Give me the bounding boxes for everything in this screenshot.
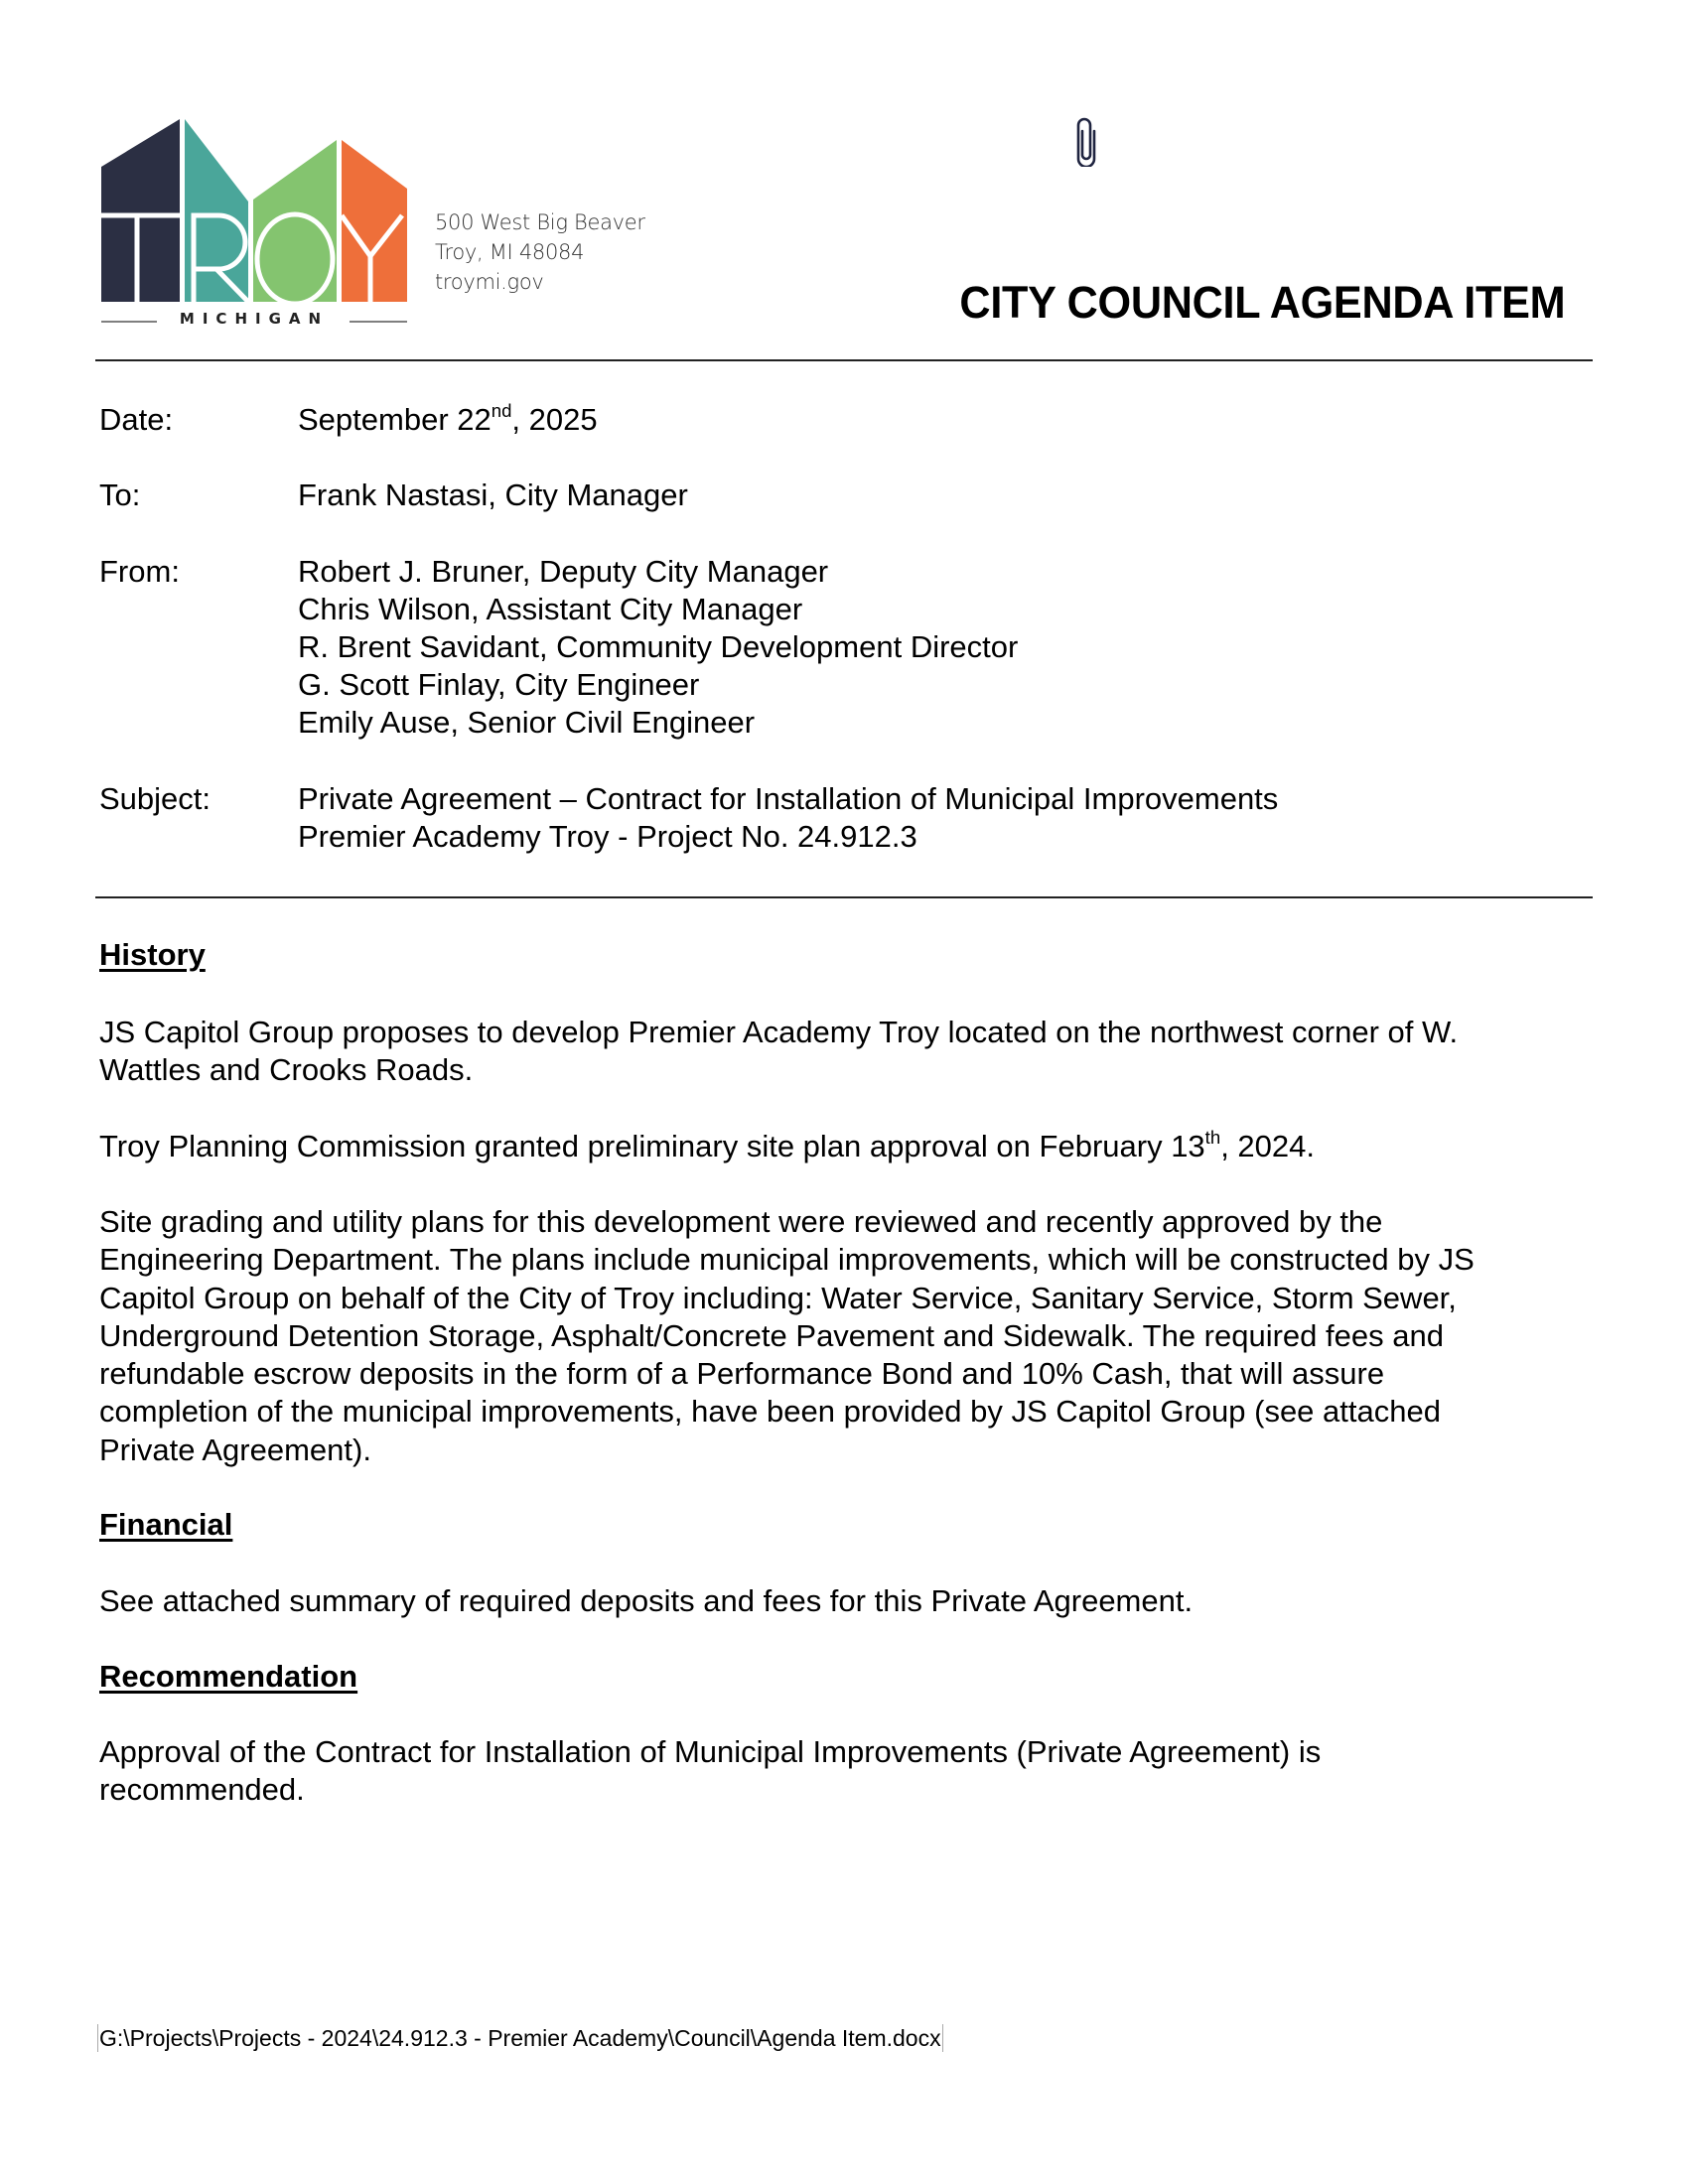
logo-state-label: MICHIGAN: [179, 310, 330, 328]
subject-line: Private Agreement – Contract for Installation of Municipal Improvements: [298, 781, 1279, 816]
text-line: completion of the municipal improvements, have been provided by JS Capitol Group (see attached: [99, 1394, 1441, 1430]
from-person: G. Scott Finlay, City Engineer: [298, 667, 700, 702]
header-divider-top: [95, 359, 1593, 361]
text-line: Approval of the Contract for Installation of Municipal Improvements (Private Agreement) is: [99, 1734, 1322, 1769]
text-line: Troy Planning Commission granted preliminary site plan approval on February 13th, 2024.: [99, 1126, 1315, 1163]
text-line: Wattles and Crooks Roads.: [99, 1052, 474, 1088]
from-values: [298, 553, 1018, 742]
text-line: See attached summary of required deposits and fees for this Private Agreement.: [99, 1583, 1194, 1618]
paperclip-icon[interactable]: [1076, 117, 1096, 167]
header-divider-bottom: [95, 896, 1593, 898]
history-paragraph-2: [99, 1128, 1609, 1165]
troy-michigan-logo: [99, 117, 409, 331]
from-label: From:: [99, 554, 180, 589]
to-value: Frank Nastasi, City Manager: [298, 478, 688, 512]
address-website: troymi.gov: [435, 270, 544, 294]
subject-values: [298, 780, 1278, 856]
text-line: Site grading and utility plans for this development were reviewed and recently approved by the: [99, 1204, 1383, 1239]
text-line: Engineering Department. The plans include municipal improvements, which will be constructed by JS: [99, 1242, 1475, 1278]
from-person: R. Brent Savidant, Community Development Director: [298, 629, 1019, 664]
address-city: Troy, MI 48084: [435, 240, 585, 264]
text-line: refundable escrow deposits in the form of a Performance Bond and 10% Cash, that will assure: [99, 1356, 1385, 1392]
document-title: CITY COUNCIL AGENDA ITEM: [959, 277, 1565, 328]
from-person: Robert J. Bruner, Deputy City Manager: [298, 554, 829, 589]
text-line: Private Agreement).: [99, 1432, 371, 1467]
date-value: September 22nd, 2025: [298, 399, 598, 437]
address-street: 500 West Big Beaver: [435, 210, 645, 234]
history-heading: History: [99, 937, 206, 972]
text-line: recommended.: [99, 1772, 305, 1808]
text-line: JS Capitol Group proposes to develop Premier Academy Troy located on the northwest corner of W.: [99, 1015, 1459, 1049]
date-label: Date:: [99, 402, 174, 437]
text-line: Underground Detention Storage, Asphalt/Concrete Pavement and Sidewalk. The required fees and: [99, 1317, 1444, 1353]
history-paragraph-1: [99, 1014, 1609, 1090]
city-address: [435, 207, 645, 297]
text-line: Capitol Group on behalf of the City of Troy including: Water Service, Sanitary Service, Storm Sewer,: [99, 1280, 1457, 1315]
from-person: Emily Ause, Senior Civil Engineer: [298, 705, 756, 740]
recommendation-paragraph: [99, 1733, 1609, 1810]
subject-line: Premier Academy Troy - Project No. 24.912.3: [298, 819, 917, 854]
financial-heading: Financial: [99, 1507, 233, 1542]
history-paragraph-3: [99, 1203, 1609, 1469]
file-path-footer: G:\Projects\Projects - 2024\24.912.3 - Premier Academy\Council\Agenda Item.docx: [99, 2025, 941, 2051]
logo-houses-icon: [99, 117, 409, 331]
recommendation-heading: Recommendation: [99, 1659, 358, 1694]
to-label: To:: [99, 478, 141, 512]
financial-paragraph: [99, 1582, 1609, 1620]
from-person: Chris Wilson, Assistant City Manager: [298, 592, 803, 626]
subject-label: Subject:: [99, 781, 211, 816]
